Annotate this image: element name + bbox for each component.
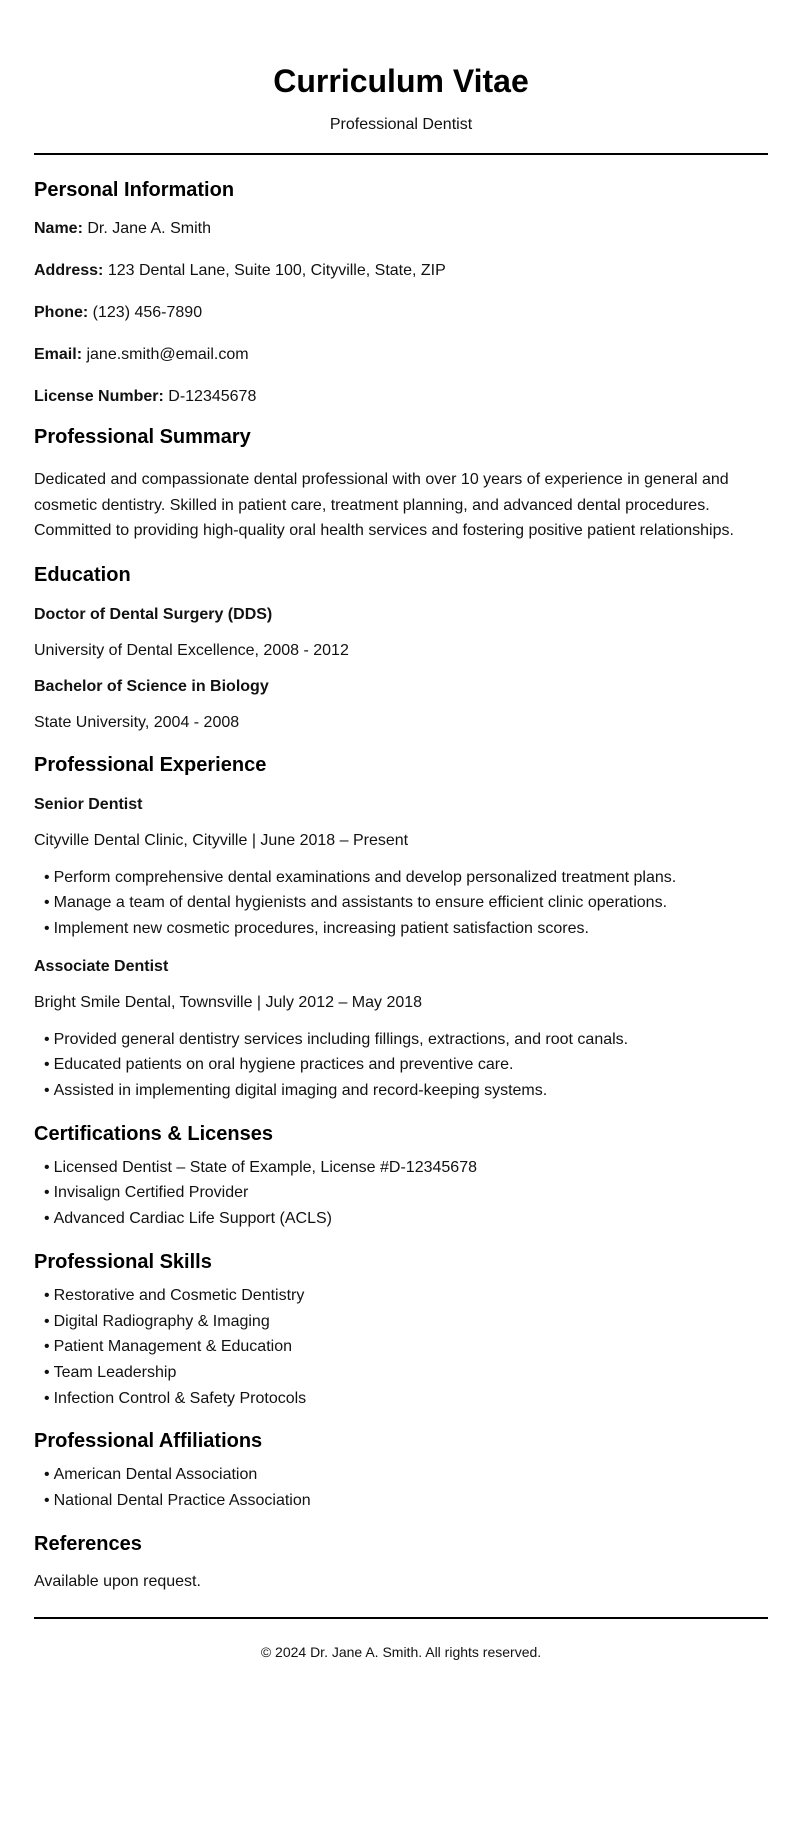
job-title: Associate Dentist — [34, 957, 169, 975]
field-value: 123 Dental Lane, Suite 100, Cityville, State, ZIP — [107, 262, 446, 279]
license-number-field — [34, 387, 768, 407]
field-value: Dr. Jane A. Smith — [87, 220, 211, 237]
list-item: • American Dental Association — [44, 1466, 258, 1484]
job-duties-list — [34, 865, 768, 942]
section-heading: Education — [34, 563, 131, 586]
list-item: • Implement new cosmetic procedures, increasing patient satisfaction scores. — [44, 919, 589, 937]
list-item: • Advanced Cardiac Life Support (ACLS) — [44, 1210, 332, 1228]
affiliations-section — [34, 1429, 768, 1513]
field-label: Email: — [34, 346, 83, 363]
cv-page — [34, 0, 768, 1661]
job-details: Bright Smile Dental, Townsville | July 2012 – May 2018 — [34, 993, 423, 1011]
list-item: • Educated patients on oral hygiene practices and preventive care. — [44, 1056, 514, 1074]
education-section — [34, 563, 768, 733]
cv-header — [34, 62, 768, 155]
copyright-text: © 2024 Dr. Jane A. Smith. All rights reserved. — [260, 1643, 542, 1660]
section-heading: Certifications & Licenses — [34, 1122, 273, 1145]
degree-title: Bachelor of Science in Biology — [34, 677, 269, 695]
list-item: • National Dental Practice Association — [44, 1492, 311, 1510]
list-item: • Provided general dentistry services including fillings, extractions, and root canals. — [44, 1030, 629, 1048]
job-duties-list — [34, 1027, 768, 1104]
field-value: (123) 456-7890 — [92, 304, 203, 321]
professional-experience-section — [34, 753, 768, 1104]
page-footer — [34, 1617, 768, 1661]
personal-information-section — [34, 178, 768, 407]
section-heading: Personal Information — [34, 179, 235, 201]
phone-field — [34, 303, 768, 323]
field-label: Phone: — [34, 304, 89, 321]
job-title: Senior Dentist — [34, 795, 143, 813]
degree-school: State University, 2004 - 2008 — [34, 713, 240, 731]
skills-section — [34, 1250, 768, 1412]
list-item: • Perform comprehensive dental examinations and develop personalized treatment plans. — [44, 868, 677, 886]
list-item: • Invisalign Certified Provider — [44, 1184, 249, 1202]
list-item: • Restorative and Cosmetic Dentistry — [44, 1286, 305, 1304]
professional-summary-section — [34, 425, 768, 544]
degree-school: University of Dental Excellence, 2008 - 2012 — [34, 641, 349, 659]
email-field — [34, 345, 768, 365]
field-label: Address: — [34, 262, 104, 279]
list-item: • Assisted in implementing digital imaging and record-keeping systems. — [44, 1082, 548, 1100]
list-item: • Team Leadership — [44, 1363, 177, 1381]
section-heading: Professional Affiliations — [34, 1430, 263, 1453]
field-value: D-12345678 — [168, 388, 257, 405]
list-item: • Manage a team of dental hygienists and assistants to ensure efficient clinic operations. — [44, 894, 668, 912]
section-heading: References — [34, 1532, 142, 1555]
list-item: • Digital Radiography & Imaging — [44, 1312, 270, 1330]
job-details: Cityville Dental Clinic, Cityville | June 2018 – Present — [34, 831, 409, 849]
list-item: • Patient Management & Education — [44, 1338, 292, 1356]
skills-list — [34, 1283, 768, 1412]
field-label: Name: — [34, 220, 83, 237]
page-subtitle: Professional Dentist — [329, 116, 473, 133]
list-item: • Infection Control & Safety Protocols — [44, 1389, 307, 1407]
page-title: Curriculum Vitae — [273, 63, 529, 99]
field-value: jane.smith@email.com — [86, 346, 249, 363]
degree-title: Doctor of Dental Surgery (DDS) — [34, 605, 273, 623]
certifications-section — [34, 1122, 768, 1232]
references-section — [34, 1532, 768, 1592]
section-heading: Professional Experience — [34, 753, 267, 776]
field-label: License Number: — [34, 388, 164, 405]
section-heading: Professional Summary — [34, 426, 251, 448]
references-text: Available upon request. — [34, 1572, 201, 1590]
list-item: • Licensed Dentist – State of Example, License #D-12345678 — [44, 1158, 477, 1176]
section-heading: Professional Skills — [34, 1250, 212, 1273]
address-field — [34, 261, 768, 281]
summary-text: Dedicated and compassionate dental professional with over 10 years of experience in general and cosmetic dentistry. Skilled in patient care, treatment planning, and advanced dental procedures. Committed to providing high-quality oral health services and fostering positive patient relationships. — [34, 471, 734, 539]
certifications-list — [34, 1155, 768, 1232]
affiliations-list — [34, 1462, 768, 1513]
name-field — [34, 219, 768, 239]
